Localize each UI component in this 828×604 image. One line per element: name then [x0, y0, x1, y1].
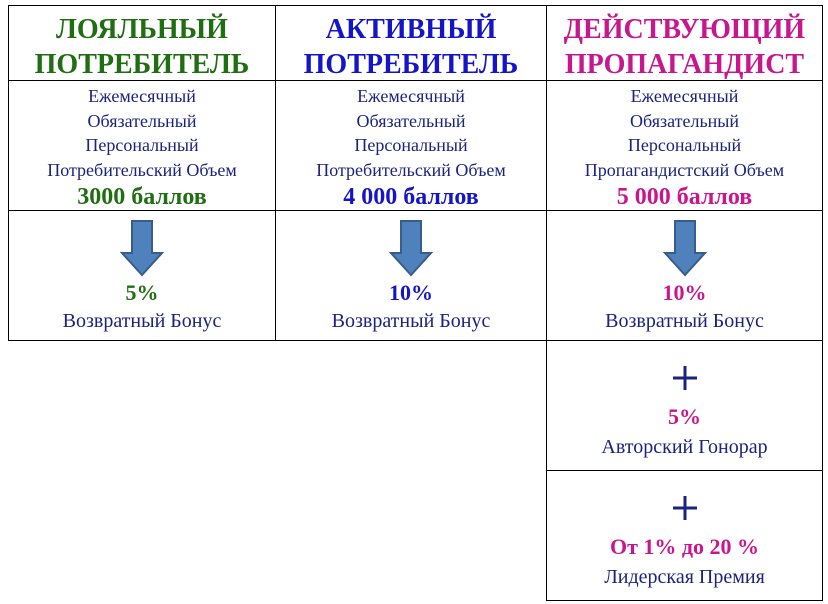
plus-icon: [672, 495, 698, 521]
desc-line: Потребительский Объем: [316, 159, 506, 180]
requirement-description: [547, 81, 822, 182]
requirement-description: [276, 81, 546, 182]
bonus-percent: 10%: [389, 280, 433, 305]
title-line-2: ПОТРЕБИТЕЛЬ: [34, 49, 250, 80]
title-cell-acting-promoter: [546, 5, 823, 81]
plus-icon: [672, 365, 698, 391]
points-value: 3000 баллов: [77, 184, 207, 210]
title-cell-loyal-consumer: [8, 5, 276, 81]
points-value: 5 000 баллов: [616, 184, 753, 210]
column-title: [276, 6, 546, 82]
desc-line: Пропагандистский Объем: [584, 159, 785, 180]
desc-line: Обязательный: [87, 110, 197, 131]
desc-line: Потребительский Объем: [47, 159, 237, 180]
desc-line: Персональный: [627, 135, 742, 155]
bonus-cell-active-consumer: [275, 210, 547, 341]
title-line-2: ПРОПАГАНДИСТ: [564, 49, 805, 80]
desc-line: Ежемесячный: [630, 86, 739, 106]
title-line-1: АКТИВНЫЙ: [325, 14, 497, 45]
column-title: [547, 6, 822, 82]
title-line-1: ЛОЯЛЬНЫЙ: [56, 14, 228, 45]
author-fee-percent: 5%: [668, 404, 701, 429]
bonus-cell-acting-promoter: [546, 210, 823, 341]
author-fee-cell: [546, 340, 823, 471]
bonus-percent: 10%: [662, 280, 707, 305]
requirement-cell-loyal-consumer: [8, 80, 276, 211]
bonus-cell-loyal-consumer: [8, 210, 276, 341]
desc-line: Обязательный: [629, 110, 740, 131]
desc-line: Ежемесячный: [88, 86, 196, 106]
desc-line: Персональный: [354, 135, 468, 155]
title-cell-active-consumer: [275, 5, 547, 81]
arrow-down-icon: [119, 219, 165, 277]
points-value: 4 000 баллов: [343, 184, 479, 210]
bonus-percent: 5%: [125, 280, 159, 305]
bonus-label: Возвратный Бонус: [331, 310, 491, 332]
requirement-cell-active-consumer: [275, 80, 547, 211]
requirement-cell-acting-promoter: [546, 80, 823, 211]
leader-premium-label: Лидерская Премия: [604, 566, 765, 588]
desc-line: Персональный: [85, 135, 199, 155]
requirement-description: [9, 81, 275, 182]
title-line-1: ДЕЙСТВУЮЩИЙ: [563, 14, 806, 45]
arrow-down-icon: [662, 219, 708, 277]
desc-line: Ежемесячный: [357, 86, 465, 106]
bonus-label: Возвратный Бонус: [605, 310, 764, 332]
title-line-2: ПОТРЕБИТЕЛЬ: [303, 49, 519, 80]
leader-premium-cell: [546, 470, 823, 601]
desc-line: Обязательный: [356, 110, 466, 131]
leader-premium-percent: От 1% до 20 %: [609, 534, 760, 559]
column-title: [9, 6, 275, 82]
bonus-label: Возвратный Бонус: [62, 310, 222, 332]
author-fee-label: Авторский Гонорар: [601, 436, 768, 458]
arrow-down-icon: [388, 219, 434, 277]
